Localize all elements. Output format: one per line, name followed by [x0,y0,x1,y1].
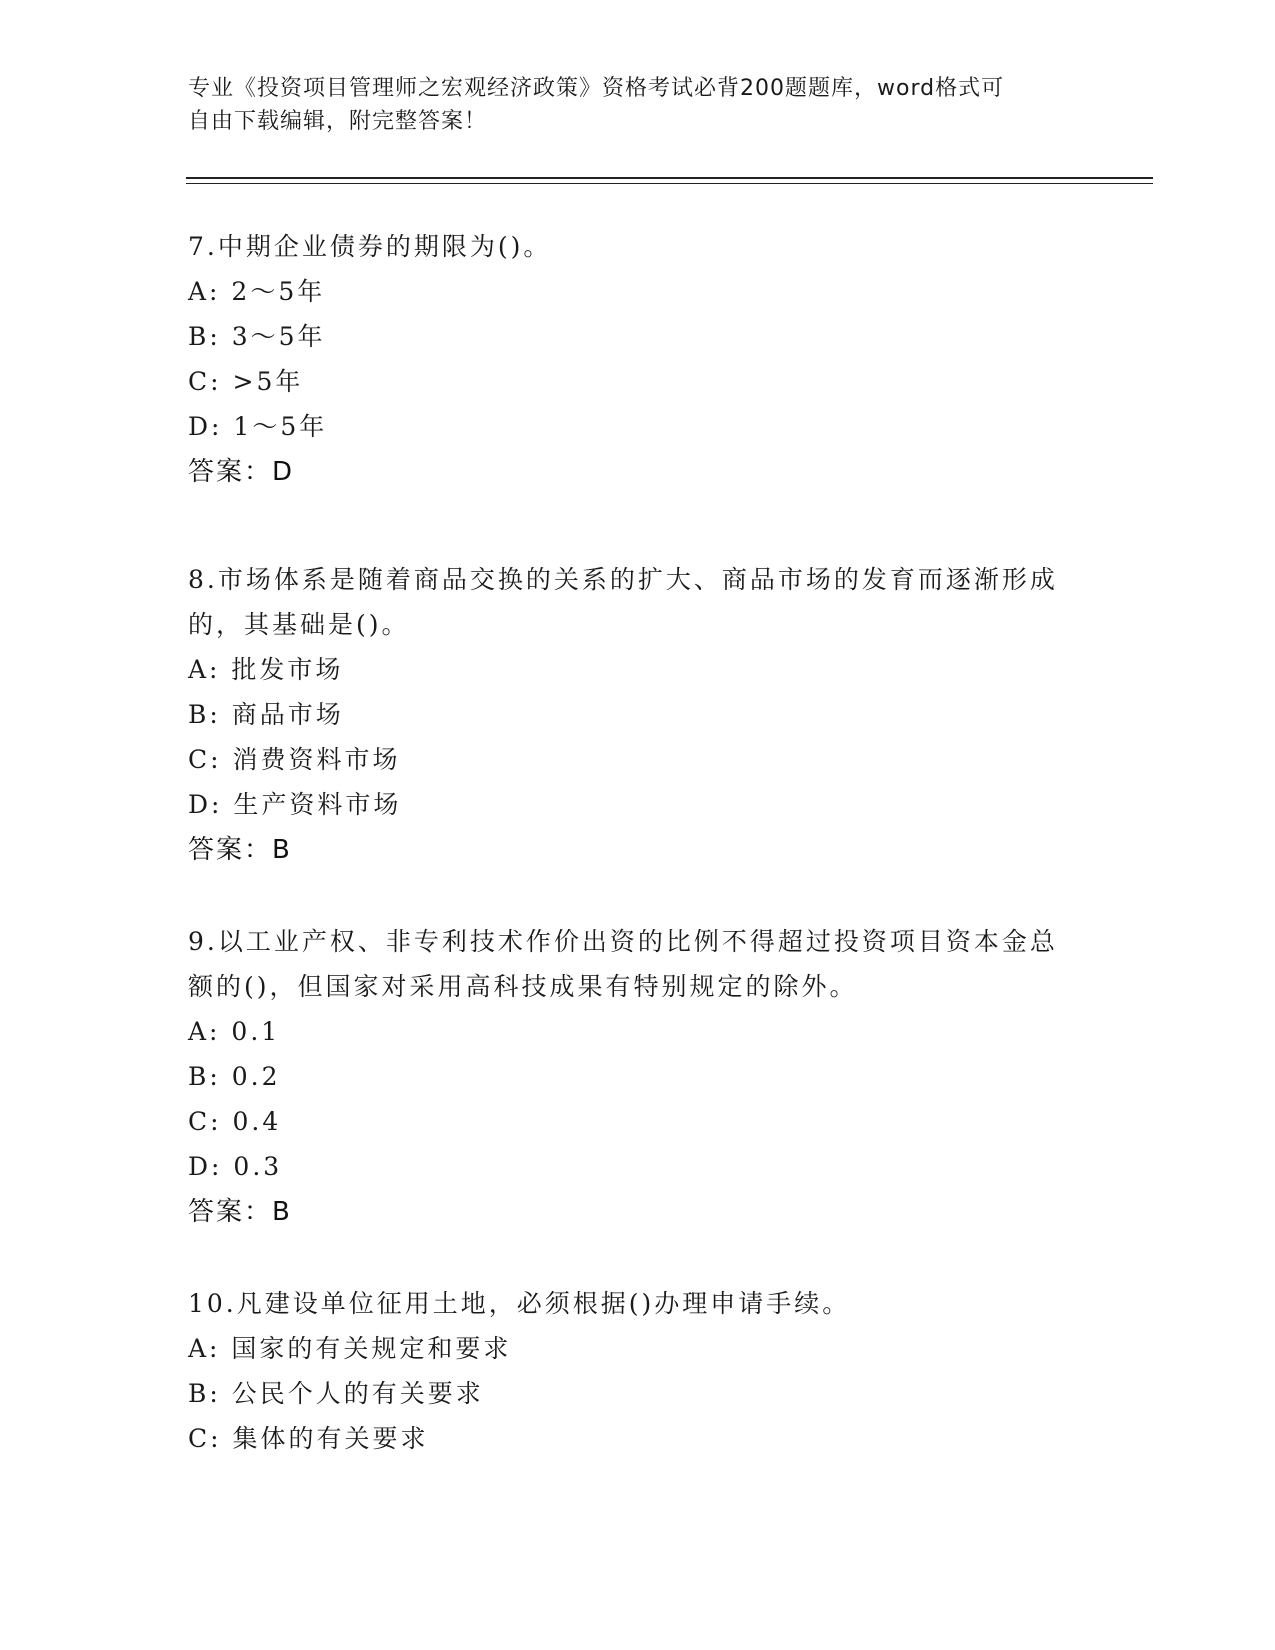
header-divider-thin [186,183,1153,184]
option-d: D: 0.3 [188,1152,283,1181]
question-stem: 9.以工业产权、非专利技术作价出资的比例不得超过投资项目资本金总额的()，但国家对采用高科技成果有特别规定的除外。 [188,927,1058,1001]
question-block-8 [188,557,1068,873]
option-c: C: 集体的有关要求 [188,1424,429,1453]
document-header [188,72,1068,138]
header-title-line-1: 专业《投资项目管理师之宏观经济政策》资格考试必背200题题库，word格式可 [188,76,1005,101]
option-d: D: 生产资料市场 [188,790,402,819]
answer-line: 答案：B [188,1197,292,1227]
option-a: A: 0.1 [188,1017,281,1046]
answer-line: 答案：B [188,835,292,865]
question-stem: 10.凡建设单位征用土地，必须根据()办理申请手续。 [188,1289,851,1318]
question-block-9 [188,919,1068,1235]
option-d: D: 1～5年 [188,412,328,441]
option-c: C: 消费资料市场 [188,745,401,774]
option-a: A: 2～5年 [188,277,326,306]
option-a: A: 国家的有关规定和要求 [188,1334,512,1363]
answer-line: 答案：D [188,457,295,487]
option-b: B: 3～5年 [188,322,326,351]
question-block-7 [188,224,1068,495]
option-c: C: >5年 [188,367,304,396]
question-block-10 [188,1281,1068,1461]
question-stem: 8.市场体系是随着商品交换的关系的扩大、商品市场的发育而逐渐形成的，其基础是()。 [188,565,1058,639]
header-title-line-2: 自由下载编辑，附完整答案！ [188,109,488,134]
option-b: B: 商品市场 [188,700,344,729]
option-c: C: 0.4 [188,1107,282,1136]
option-b: B: 0.2 [188,1062,281,1091]
question-stem: 7.中期企业债券的期限为()。 [188,232,552,261]
option-a: A: 批发市场 [188,655,344,684]
option-b: B: 公民个人的有关要求 [188,1379,484,1408]
header-divider-thick [186,177,1153,179]
